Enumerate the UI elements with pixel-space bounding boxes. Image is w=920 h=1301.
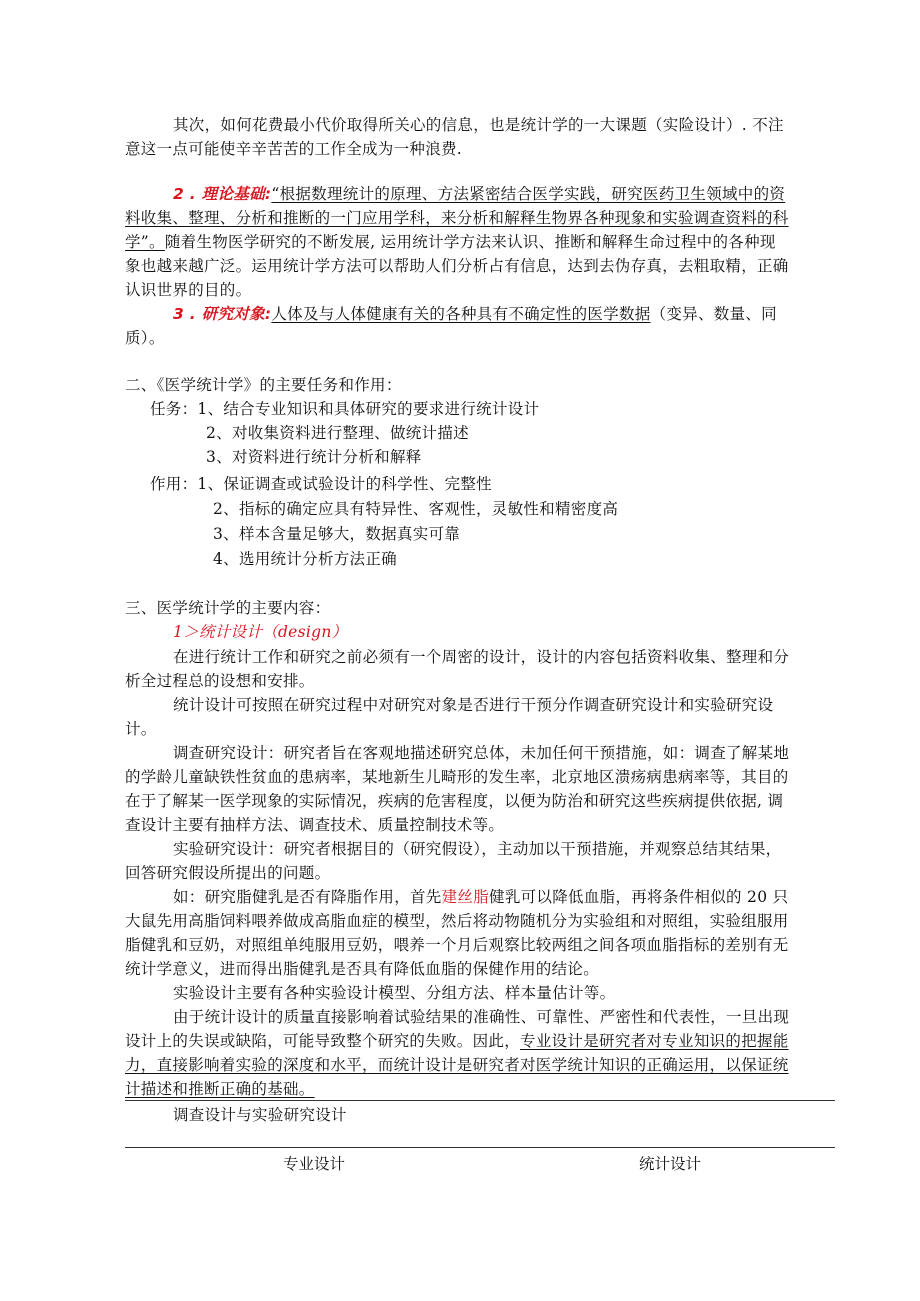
role-item-1: 1、保证调查或试验设计的科学性、完整性	[197, 475, 492, 493]
table-caption	[173, 1103, 835, 1127]
para-object-line1	[173, 302, 835, 326]
s3-p4-text1: 实验研究设计：研究者根据目的（研究假设），主动加以干预措施，并观察总结其结果，	[173, 840, 782, 858]
section2-heading	[125, 373, 835, 397]
para-intro-line2: 意这一点可能使辛辛苦苦的工作全成为一种浪费.	[125, 140, 463, 158]
s3-p7-underlined2: 专业设计是研究者对专业知识的把握能	[520, 1032, 789, 1050]
s3-p4-l1	[173, 837, 835, 861]
s3-p5-highlight: 建丝脂	[441, 888, 490, 906]
s3-p1-text1: 在进行统计工作和研究之前必须有一个周密的设计，设计的内容包括资料收集、整理和分	[173, 648, 790, 666]
theory-quote-3: 学”。	[125, 233, 165, 251]
s3-p2-l2	[125, 717, 835, 741]
s3-p4-l2	[125, 861, 835, 885]
s3-p5-l1	[173, 885, 835, 909]
s3-p5-l2	[125, 909, 835, 933]
para-theory-line2	[125, 206, 835, 230]
para-theory-line4	[125, 254, 835, 278]
theory-line5: 认识世界的目的。	[125, 281, 252, 299]
object-rest: （变异、数量、同	[650, 305, 777, 323]
s3-p4-text2: 回答研究假设所提出的问题。	[125, 864, 331, 882]
role-item-2: 2、指标的确定应具有特异性、客观性，灵敏性和精密度高	[213, 500, 619, 518]
s3-p6	[173, 981, 835, 1005]
para-intro-line1: 其次，如何花费最小代价取得所关心的信息，也是统计学的一大课题（实险设计）. 不注	[173, 116, 784, 134]
object-line2: 质）。	[125, 329, 165, 347]
role-item-3: 3、样本含量足够大，数据真实可靠	[213, 525, 461, 543]
para-theory-line3	[125, 230, 835, 254]
role-item-4: 4、选用统计分析方法正确	[213, 550, 397, 568]
table-col-professional-design: 专业设计	[283, 1155, 346, 1173]
s3-p5-text3: 脂健乳和豆奶，对照组单纯服用豆奶，喂养一个月后观察比较两组之间各项血脂指标的差别有无	[125, 936, 789, 954]
s3-p3-text4: 查设计主要有抽样方法、调查技术、质量控制技术等。	[125, 816, 505, 834]
theory-label: 2 . 理论基础:	[173, 185, 272, 203]
s3-p5-text1a: 如：研究脂健乳是否有降脂作用，首先	[173, 888, 442, 906]
s3-p5-text1b: 健乳可以降低血脂，再将条件相似的 20 只	[489, 888, 789, 906]
task-line-3	[206, 445, 835, 469]
s3-p3-l2	[125, 765, 835, 789]
s3-p3-text2: 的学龄儿童缺铁性贫血的患病率，某地新生儿畸形的发生率，北京地区溃疡病患病率等，其目的	[125, 768, 789, 786]
theory-rest-3: 随着生物医学研究的不断发展, 运用统计学方法来认识、推断和解释生命过程中的各种现	[164, 233, 776, 251]
table-header-rule	[125, 1147, 835, 1148]
para-theory-line1	[173, 182, 835, 206]
s3-p5-text4: 统计学意义，进而得出脂健乳是否具有降低血脂的保健作用的结论。	[125, 960, 600, 978]
s3-p5-l3	[125, 933, 835, 957]
s3-p7-underlined4: 计描述和推断正确的基础。	[125, 1080, 315, 1098]
s3-p7-text2a: 设计上的失误或缺陷，可能导致整个研究的失败。因此，	[125, 1032, 521, 1050]
s3-p7-l1	[173, 1005, 835, 1029]
para-intro-cont	[125, 137, 835, 161]
table-top-rule	[125, 1100, 835, 1101]
para-object-line2	[125, 326, 835, 350]
s3-p1-l2	[125, 669, 835, 693]
s3-p5-text2: 大鼠先用高脂饲料喂养做成高脂血症的模型，然后将动物随机分为实验组和对照组，实验组服用	[125, 912, 789, 930]
s3-p7-underlined3: 力，直接影响着实验的深度和水平，而统计设计是研究者对医学统计知识的正确运用，以保证统	[125, 1056, 789, 1074]
role-line-4	[213, 547, 835, 571]
role-line-3	[213, 522, 835, 546]
s3-p3-text1: 调查研究设计：研究者旨在客观地描述研究总体，未加任何干预措施，如：调查了解某地	[173, 744, 790, 762]
s3-p2-text1: 统计设计可按照在研究过程中对研究对象是否进行干预分作调查研究设计和实验研究设	[173, 696, 774, 714]
s3-p2-text2: 计。	[125, 720, 157, 738]
section3-heading-text: 三、医学统计学的主要内容：	[125, 599, 331, 617]
section3-heading	[125, 596, 835, 620]
section3-subheading	[173, 620, 835, 644]
table-caption-text: 调查设计与实验研究设计	[173, 1106, 347, 1124]
s3-p3-l1	[173, 741, 835, 765]
para-theory-line5	[125, 278, 835, 302]
stat-design-subheading: 1＞统计设计（design）	[173, 623, 348, 641]
task-item-2: 2、对收集资料进行整理、做统计描述	[206, 424, 469, 442]
s3-p7-l2	[125, 1029, 835, 1053]
s3-p3-text3: 在于了解某一医学现象的实际情况，疾病的危害程度，以便为防治和研究这些疾病提供依据, 调	[125, 792, 784, 810]
theory-quote-2: 料收集、整理、分析和推断的一门应用学科，来分析和解释生物界各种现象和实验调查资料的科	[125, 209, 789, 227]
task-label: 任务：	[150, 400, 198, 418]
task-line-2	[206, 421, 835, 445]
s3-p3-l3	[125, 789, 835, 813]
role-label: 作用：	[150, 475, 198, 493]
s3-p1-l1	[173, 645, 835, 669]
para-intro	[125, 113, 835, 137]
task-item-1: 1、结合专业知识和具体研究的要求进行统计设计	[197, 400, 540, 418]
task-line-1	[150, 397, 835, 421]
theory-quote-1: “根据数理统计的原理、方法紧密结合医学实践，研究医药卫生领域中的资	[271, 185, 786, 203]
object-label: 3 . 研究对象:	[173, 305, 272, 323]
role-line-1	[150, 472, 835, 496]
s3-p7-text1: 由于统计设计的质量直接影响着试验结果的准确性、可靠性、严密性和代表性，一旦出现	[173, 1008, 790, 1026]
s3-p1-text2: 析全过程总的设想和安排。	[125, 672, 315, 690]
role-line-2	[213, 497, 835, 521]
task-item-3: 3、对资料进行统计分析和解释	[206, 448, 422, 466]
theory-line4: 象也越来越广泛。运用统计学方法可以帮助人们分析占有信息，达到去伪存真，去粗取精，正确	[125, 257, 789, 275]
s3-p2-l1	[173, 693, 835, 717]
s3-p7-l3	[125, 1053, 835, 1077]
object-underlined: 人体及与人体健康有关的各种具有不确定性的医学数据	[271, 305, 651, 323]
table-col-statistical-design: 统计设计	[639, 1155, 702, 1173]
s3-p5-l4	[125, 957, 835, 981]
s3-p6-text: 实验设计主要有各种实验设计模型、分组方法、样本量估计等。	[173, 984, 616, 1002]
s3-p3-l4	[125, 813, 835, 837]
s3-p7-l4	[125, 1077, 835, 1101]
section2-heading-text: 二、《医学统计学》的主要任务和作用：	[125, 376, 402, 394]
